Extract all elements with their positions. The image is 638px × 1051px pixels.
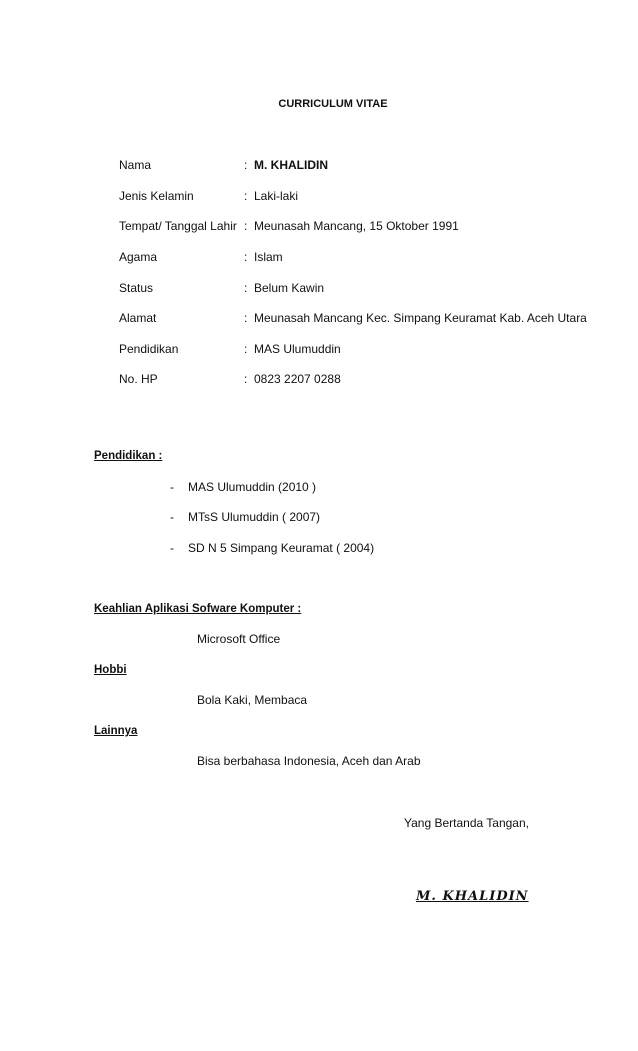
info-value-nama: M. KHALIDIN [254, 158, 328, 172]
list-bullet: - [170, 480, 174, 494]
info-label-jenis-kelamin: Jenis Kelamin [119, 189, 194, 203]
info-label-tempat-tanggal-lahir: Tempat/ Tanggal Lahir [119, 219, 237, 233]
info-label-no-hp: No. HP [119, 372, 158, 386]
info-value-jenis-kelamin: Laki-laki [254, 189, 299, 203]
info-value-pendidikan: MAS Ulumuddin [254, 342, 341, 356]
info-colon: : [244, 219, 248, 233]
others-heading: Lainnya [94, 725, 138, 737]
hobbies-value: Bola Kaki, Membaca [197, 693, 308, 707]
education-item: MAS Ulumuddin (2010 ) [188, 480, 317, 494]
closing-text: Yang Bertanda Tangan, [404, 816, 529, 830]
document-title: CURRICULUM VITAE [278, 98, 388, 110]
info-colon: : [244, 281, 248, 295]
info-colon: : [244, 189, 248, 203]
skills-value: Microsoft Office [197, 632, 281, 646]
info-value-alamat: Meunasah Mancang Kec. Simpang Keuramat Kab. Aceh Utara [254, 311, 587, 325]
education-item: SD N 5 Simpang Keuramat ( 2004) [188, 541, 375, 555]
hobbies-heading: Hobbi [94, 664, 127, 676]
info-value-status: Belum Kawin [254, 281, 325, 295]
info-label-pendidikan: Pendidikan [119, 342, 179, 356]
info-value-no-hp: 0823 2207 0288 [254, 372, 341, 386]
info-label-nama: Nama [119, 158, 152, 172]
list-bullet: - [170, 541, 174, 555]
info-colon: : [244, 342, 248, 356]
info-label-status: Status [119, 281, 154, 295]
skills-heading: Keahlian Aplikasi Sofware Komputer : [94, 603, 302, 615]
info-label-alamat: Alamat [119, 311, 157, 325]
info-label-agama: Agama [119, 250, 158, 264]
info-colon: : [244, 250, 248, 264]
others-value: Bisa berbahasa Indonesia, Aceh dan Arab [197, 754, 421, 768]
list-bullet: - [170, 510, 174, 524]
info-colon: : [244, 372, 248, 386]
education-heading: Pendidikan : [94, 450, 163, 462]
info-colon: : [244, 311, 248, 325]
signature-name: M. KHALIDIN [416, 889, 529, 904]
info-value-agama: Islam [254, 250, 283, 264]
info-colon: : [244, 158, 248, 172]
info-value-tempat-tanggal-lahir: Meunasah Mancang, 15 Oktober 1991 [254, 219, 459, 233]
education-item: MTsS Ulumuddin ( 2007) [188, 510, 321, 524]
